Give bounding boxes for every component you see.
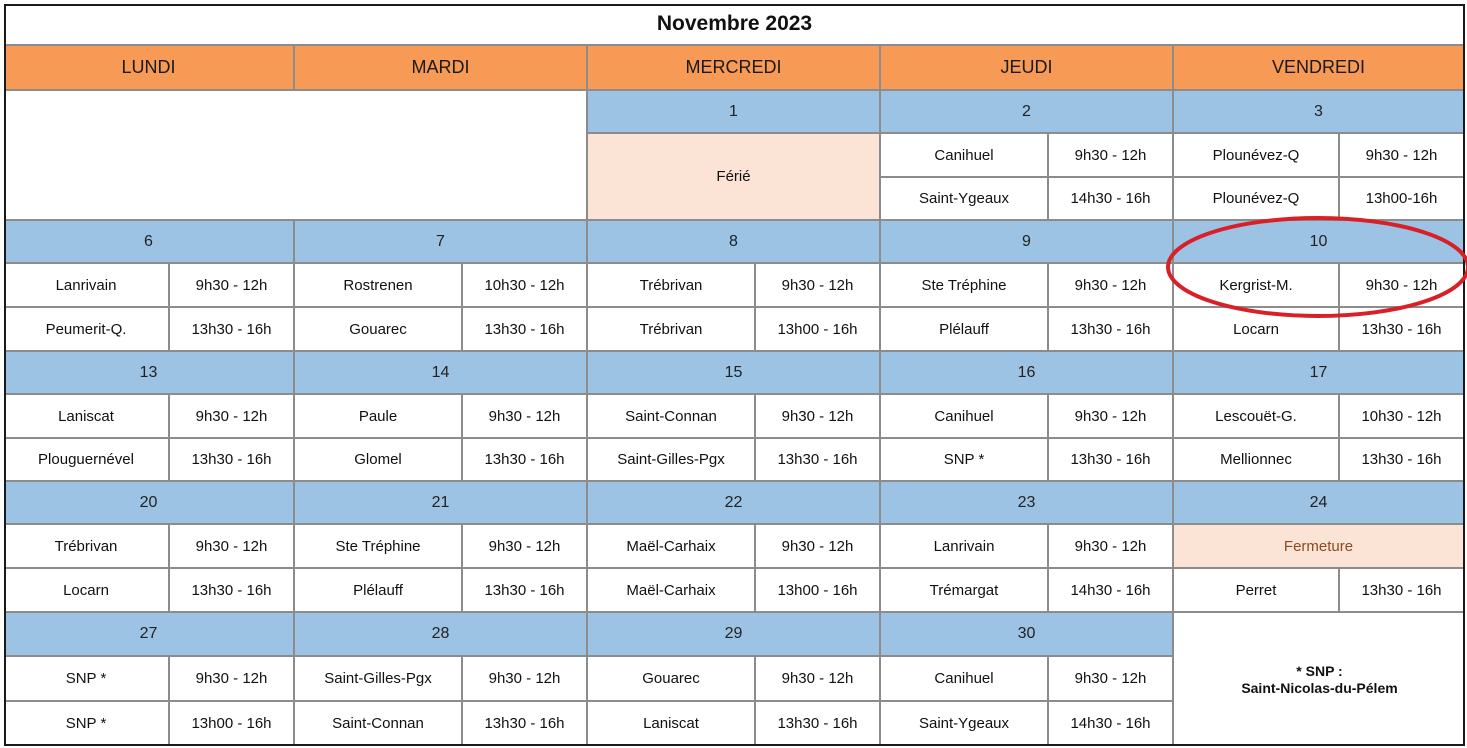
time-cell: 9h30 - 12h bbox=[756, 264, 881, 308]
time-cell: 9h30 - 12h bbox=[1049, 134, 1174, 178]
town-cell: SNP * bbox=[4, 702, 170, 746]
weekday-header: VENDREDI bbox=[1174, 46, 1465, 91]
time-cell: 13h30 - 16h bbox=[1049, 308, 1174, 352]
day-number: 2 bbox=[881, 91, 1174, 134]
time-cell: 9h30 - 12h bbox=[1049, 395, 1174, 439]
town-cell: Lescouët-G. bbox=[1174, 395, 1340, 439]
town-cell: Canihuel bbox=[881, 395, 1049, 439]
town-cell: Saint-Gilles-Pgx bbox=[588, 439, 756, 482]
time-cell: 9h30 - 12h bbox=[1049, 657, 1174, 702]
day-number: 28 bbox=[295, 613, 588, 657]
time-cell: 13h00 - 16h bbox=[756, 569, 881, 613]
town-cell: SNP * bbox=[881, 439, 1049, 482]
time-cell: 13h30 - 16h bbox=[170, 569, 295, 613]
town-cell: Locarn bbox=[1174, 308, 1340, 352]
day-number: 9 bbox=[881, 221, 1174, 264]
time-cell: 13h30 - 16h bbox=[1340, 569, 1465, 613]
day-number: 16 bbox=[881, 352, 1174, 395]
day-number: 14 bbox=[295, 352, 588, 395]
time-cell: 10h30 - 12h bbox=[1340, 395, 1465, 439]
time-cell: 9h30 - 12h bbox=[1049, 525, 1174, 569]
time-cell: 13h30 - 16h bbox=[1340, 308, 1465, 352]
day-number: 23 bbox=[881, 482, 1174, 525]
day-number: 1 bbox=[588, 91, 881, 134]
town-cell: Plélauff bbox=[881, 308, 1049, 352]
town-cell: Saint-Ygeaux bbox=[881, 702, 1049, 746]
time-cell: 9h30 - 12h bbox=[463, 657, 588, 702]
day-number: 7 bbox=[295, 221, 588, 264]
town-cell: Trébrivan bbox=[588, 264, 756, 308]
time-cell: 13h30 - 16h bbox=[170, 439, 295, 482]
town-cell: Gouarec bbox=[295, 308, 463, 352]
town-cell: Paule bbox=[295, 395, 463, 439]
day-number: 8 bbox=[588, 221, 881, 264]
day-number: 15 bbox=[588, 352, 881, 395]
holiday-cell: Férié bbox=[588, 134, 881, 221]
day-number: 10 bbox=[1174, 221, 1465, 264]
town-cell: Saint-Ygeaux bbox=[881, 178, 1049, 221]
town-cell: Plounévez-Q bbox=[1174, 178, 1340, 221]
day-number: 17 bbox=[1174, 352, 1465, 395]
town-cell: Trébrivan bbox=[588, 308, 756, 352]
time-cell: 9h30 - 12h bbox=[1340, 134, 1465, 178]
town-cell: Saint-Connan bbox=[295, 702, 463, 746]
town-cell: Plouguernével bbox=[4, 439, 170, 482]
town-cell: Saint-Connan bbox=[588, 395, 756, 439]
town-cell: Canihuel bbox=[881, 657, 1049, 702]
time-cell: 9h30 - 12h bbox=[756, 657, 881, 702]
day-number: 24 bbox=[1174, 482, 1465, 525]
time-cell: 13h00 - 16h bbox=[756, 308, 881, 352]
time-cell: 13h30 - 16h bbox=[463, 569, 588, 613]
time-cell: 9h30 - 12h bbox=[1340, 264, 1465, 308]
town-cell: Maël-Carhaix bbox=[588, 525, 756, 569]
town-cell: Rostrenen bbox=[295, 264, 463, 308]
town-cell: Perret bbox=[1174, 569, 1340, 613]
time-cell: 9h30 - 12h bbox=[463, 395, 588, 439]
footnote bbox=[1174, 613, 1465, 746]
time-cell: 10h30 - 12h bbox=[463, 264, 588, 308]
town-cell: Glomel bbox=[295, 439, 463, 482]
day-number: 29 bbox=[588, 613, 881, 657]
town-cell: Plounévez-Q bbox=[1174, 134, 1340, 178]
weekday-header: MARDI bbox=[295, 46, 588, 91]
town-cell: Trébrivan bbox=[4, 525, 170, 569]
time-cell: 9h30 - 12h bbox=[463, 525, 588, 569]
time-cell: 13h30 - 16h bbox=[1049, 439, 1174, 482]
footnote-line: * SNP : bbox=[1296, 662, 1343, 679]
time-cell: 13h30 - 16h bbox=[170, 308, 295, 352]
closed-cell: Fermeture bbox=[1174, 525, 1465, 569]
town-cell: Lanrivain bbox=[881, 525, 1049, 569]
town-cell: Mellionnec bbox=[1174, 439, 1340, 482]
day-number: 13 bbox=[4, 352, 295, 395]
time-cell: 9h30 - 12h bbox=[170, 395, 295, 439]
day-number: 3 bbox=[1174, 91, 1465, 134]
time-cell: 13h30 - 16h bbox=[1340, 439, 1465, 482]
day-number: 21 bbox=[295, 482, 588, 525]
town-cell: Laniscat bbox=[4, 395, 170, 439]
town-cell: Trémargat bbox=[881, 569, 1049, 613]
footnote-line: Saint-Nicolas-du-Pélem bbox=[1241, 679, 1398, 696]
time-cell: 13h00-16h bbox=[1340, 178, 1465, 221]
time-cell: 13h00 - 16h bbox=[170, 702, 295, 746]
town-cell: SNP * bbox=[4, 657, 170, 702]
town-cell: Ste Tréphine bbox=[295, 525, 463, 569]
day-number: 6 bbox=[4, 221, 295, 264]
town-cell: Peumerit-Q. bbox=[4, 308, 170, 352]
weekday-header: JEUDI bbox=[881, 46, 1174, 91]
town-cell: Ste Tréphine bbox=[881, 264, 1049, 308]
day-number: 30 bbox=[881, 613, 1174, 657]
day-number: 22 bbox=[588, 482, 881, 525]
town-cell: Lanrivain bbox=[4, 264, 170, 308]
time-cell: 9h30 - 12h bbox=[170, 525, 295, 569]
weekday-header: MERCREDI bbox=[588, 46, 881, 91]
time-cell: 14h30 - 16h bbox=[1049, 702, 1174, 746]
time-cell: 9h30 - 12h bbox=[756, 395, 881, 439]
time-cell: 13h30 - 16h bbox=[756, 702, 881, 746]
time-cell: 13h30 - 16h bbox=[463, 308, 588, 352]
town-cell: Laniscat bbox=[588, 702, 756, 746]
time-cell: 13h30 - 16h bbox=[463, 702, 588, 746]
time-cell: 9h30 - 12h bbox=[756, 525, 881, 569]
empty-days bbox=[4, 91, 588, 221]
town-cell: Maël-Carhaix bbox=[588, 569, 756, 613]
town-cell: Plélauff bbox=[295, 569, 463, 613]
calendar-table bbox=[4, 4, 1465, 746]
time-cell: 13h30 - 16h bbox=[756, 439, 881, 482]
calendar-title: Novembre 2023 bbox=[4, 4, 1465, 46]
town-cell: Canihuel bbox=[881, 134, 1049, 178]
town-cell: Saint-Gilles-Pgx bbox=[295, 657, 463, 702]
town-cell: Locarn bbox=[4, 569, 170, 613]
time-cell: 9h30 - 12h bbox=[170, 264, 295, 308]
time-cell: 13h30 - 16h bbox=[463, 439, 588, 482]
time-cell: 9h30 - 12h bbox=[170, 657, 295, 702]
weekday-header: LUNDI bbox=[4, 46, 295, 91]
town-cell: Gouarec bbox=[588, 657, 756, 702]
day-number: 20 bbox=[4, 482, 295, 525]
time-cell: 14h30 - 16h bbox=[1049, 569, 1174, 613]
time-cell: 9h30 - 12h bbox=[1049, 264, 1174, 308]
town-cell: Kergrist-M. bbox=[1174, 264, 1340, 308]
time-cell: 14h30 - 16h bbox=[1049, 178, 1174, 221]
day-number: 27 bbox=[4, 613, 295, 657]
